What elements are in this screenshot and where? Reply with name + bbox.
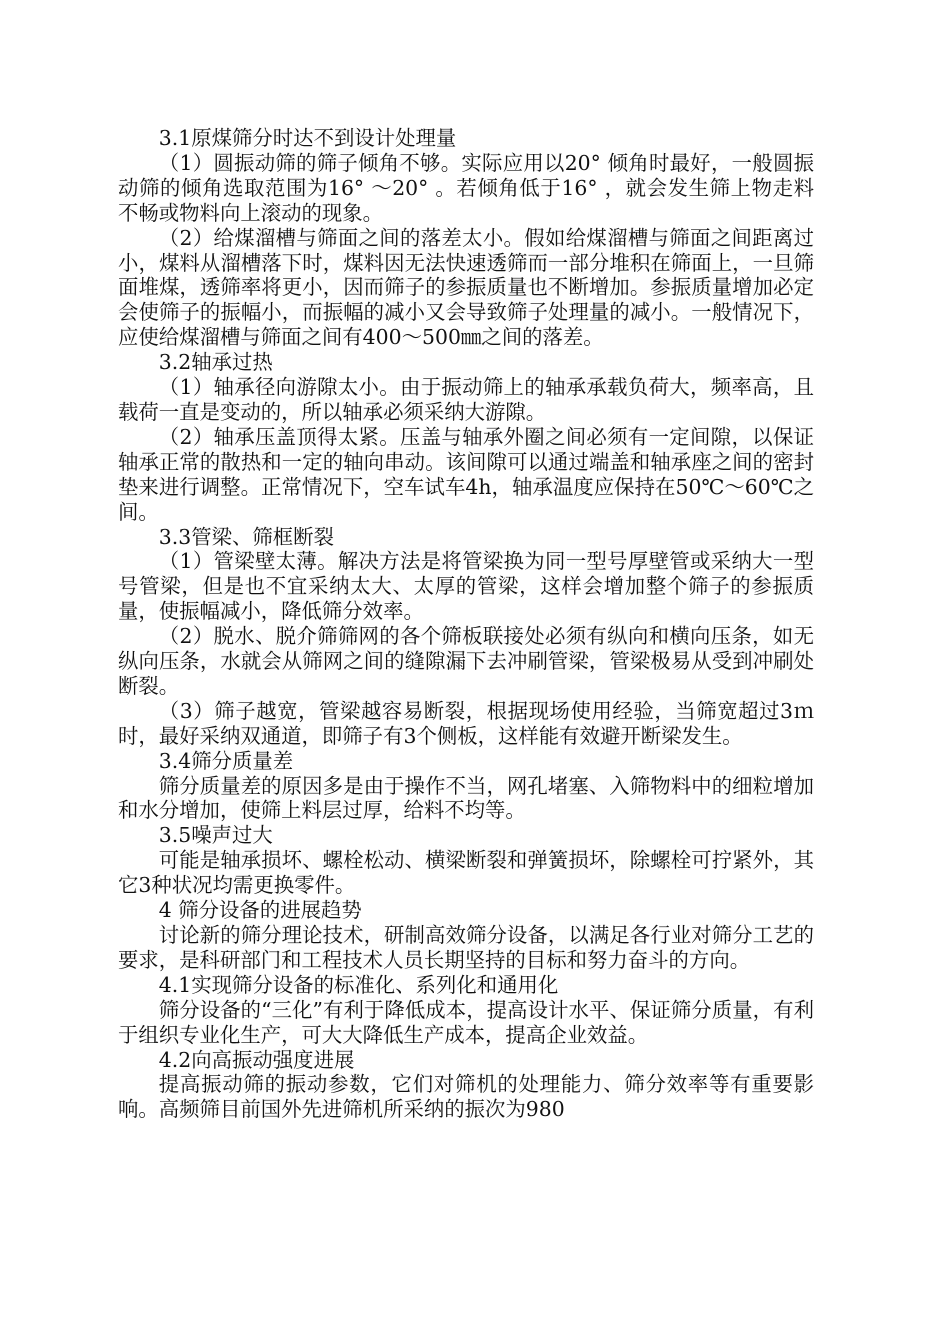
paragraph-vibration-params: 提高振动筛的振动参数，它们对筛机的处理能力、筛分效率等有重要影响。高频筛目前国外先进筛机所采纳的振次为980	[118, 1072, 814, 1122]
paragraph-noise: 可能是轴承损坏、螺栓松动、横梁断裂和弹簧损坏，除螺栓可拧紧外，其它3种状况均需更换零件。	[118, 848, 814, 898]
heading-3-3: 3.3管梁、筛框断裂	[158, 524, 334, 549]
heading-4-2: 4.2向高振动强度进展	[158, 1047, 355, 1072]
paragraph-screen-strips: （2）脱水、脱介筛筛网的各个筛板联接处必须有纵向和横向压条，如无纵向压条，水就会从筛网之间的缝隙漏下去冲刷管梁，管梁极易从受到冲刷处断裂。	[118, 624, 814, 698]
paragraph-screen-angle: （1）圆振动筛的筛子倾角不够。实际应用以20° 倾角时最好，一般圆振动筛的倾角选取范围为16° ～20° 。若倾角低于16° ，就会发生筛上物走料不畅或物料向上滚动的现象。	[118, 150, 814, 225]
heading-3-1: 3.1原煤筛分时达不到设计处理量	[158, 126, 457, 150]
paragraph-screening-quality: 筛分质量差的原因多是由于操作不当，网孔堵塞、入筛物料中的细粒增加和水分增加，使筛上料层过厚，给料不均等。	[118, 773, 814, 823]
document-body	[118, 126, 814, 1122]
paragraph-chute-drop: （2）给煤溜槽与筛面之间的落差太小。假如给煤溜槽与筛面之间距离过小，煤料从溜槽落下时，煤料因无法快速透筛而一部分堆积在筛面上，一旦筛面堆煤，透筛率将更小，因而筛子的参振质量也不断增加。参振质量增加必定会使筛子的振幅小，而振幅的减小又会导致筛子处理量的减小。一般情况下，应使给煤溜槽与筛面之间有400～500㎜之间的落差。	[118, 225, 814, 350]
paragraph-standardization: 筛分设备的“三化”有利于降低成本，提高设计水平、保证筛分质量，有利于组织专业化生产，可大大降低生产成本，提高企业效益。	[118, 997, 814, 1047]
heading-4: 4 筛分设备的进展趋势	[158, 898, 362, 923]
paragraph-bearing-clearance: （1）轴承径向游隙太小。由于振动筛上的轴承承载负荷大，频率高，且载荷一直是变动的，所以轴承必须采纳大游隙。	[118, 375, 814, 424]
paragraph-tube-wall: （1）管梁壁太薄。解决方法是将管梁换为同一型号厚壁管或采纳大一型号管梁，但是也不宜采纳太大、太厚的管梁，这样会增加整个筛子的参振质量，使振幅减小，降低筛分效率。	[118, 549, 814, 624]
paragraph-research-goal: 讨论新的筛分理论技术，研制高效筛分设备，以满足各行业对筛分工艺的要求，是科研部门和工程技术人员长期坚持的目标和努力奋斗的方向。	[118, 923, 814, 972]
heading-3-2: 3.2轴承过热	[158, 350, 273, 375]
heading-3-4: 3.4筛分质量差	[158, 748, 294, 773]
paragraph-bearing-cover: （2）轴承压盖顶得太紧。压盖与轴承外圈之间必须有一定间隙，以保证轴承正常的散热和一定的轴向串动。该间隙可以通过端盖和轴承座之间的密封垫来进行调整。正常情况下，空车试车4h，轴承温度应保持在50℃～60℃之间。	[118, 424, 814, 524]
heading-3-5: 3.5噪声过大	[158, 823, 273, 848]
heading-4-1: 4.1实现筛分设备的标准化、系列化和通用化	[158, 972, 559, 997]
paragraph-screen-width: （3）筛子越宽，管梁越容易断裂，根据现场使用经验，当筛宽超过3ｍ时，最好采纳双通道，即筛子有3个侧板，这样能有效避开断梁发生。	[118, 698, 814, 748]
